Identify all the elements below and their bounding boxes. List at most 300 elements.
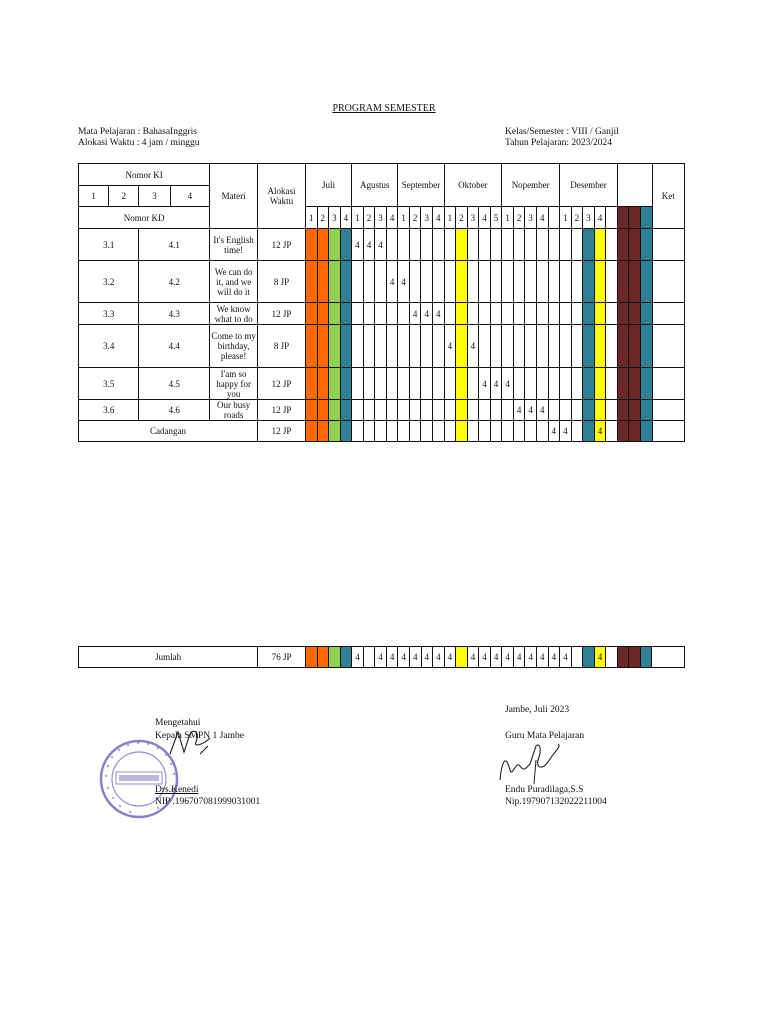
week-number: 4 [594,207,606,229]
ket-cell [652,303,684,325]
kd4-cell: 4.6 [139,400,210,421]
week-cell [629,229,641,261]
week-cell [617,368,629,400]
jumlah-week-cell: 4 [352,647,364,668]
ket-cell [652,229,684,261]
kd4-cell: 4.5 [139,368,210,400]
week-cell [398,368,410,400]
week-cell [363,368,375,400]
week-cell: 4 [398,261,410,303]
jumlah-week-cell: 4 [398,647,410,668]
week-cell [456,400,468,421]
week-cell [444,421,456,442]
week-cell [340,421,352,442]
week-number: 5 [490,207,502,229]
week-cell [409,368,421,400]
week-cell: 4 [467,325,479,368]
week-cell [329,261,341,303]
color-cell [606,207,618,229]
week-cell [352,303,364,325]
jumlah-week-cell [363,647,375,668]
jumlah-week-cell [629,647,641,668]
week-cell [444,229,456,261]
kd4-cell: 4.4 [139,325,210,368]
time-allocation-line: Alokasi Waktu : 4 jam / minggu [78,138,200,148]
week-cell [375,368,387,400]
color-cell [548,207,560,229]
week-cell [421,229,433,261]
week-cell [340,303,352,325]
week-cell [352,368,364,400]
week-cell [329,303,341,325]
week-cell [594,368,606,400]
week-cell [329,325,341,368]
ket-cell [652,325,684,368]
header-month-spacer [617,164,652,207]
week-cell [329,368,341,400]
week-cell [456,229,468,261]
week-cell [513,261,525,303]
left-caption-1: Mengetahui [155,718,201,728]
week-number: 2 [317,207,329,229]
materi-cell: We know what to do [210,303,258,325]
header-month-september: September [398,164,444,207]
week-cell [479,229,491,261]
header-nomor-kd: Nomor KD [79,207,210,229]
jumlah-week-cell: 4 [375,647,387,668]
week-cell: 4 [560,421,572,442]
header-month-nopember: Nopember [502,164,560,207]
left-nip: NIP .196707081999031001 [155,797,261,807]
kd4-cell: 4.1 [139,229,210,261]
week-cell [409,400,421,421]
week-cell [606,368,618,400]
week-cell [490,303,502,325]
week-cell [467,261,479,303]
week-cell [583,325,595,368]
week-cell [536,303,548,325]
jumlah-week-cell: 4 [513,647,525,668]
jumlah-week-cell: 4 [502,647,514,668]
header-materi: Materi [210,164,258,229]
week-cell [467,368,479,400]
jumlah-week-cell: 4 [537,647,549,668]
week-cell [490,325,502,368]
week-cell [386,421,398,442]
week-cell [629,261,641,303]
week-cell [560,325,572,368]
week-cell [640,325,652,368]
week-number: 3 [329,207,341,229]
jumlah-week-cell: 4 [479,647,491,668]
week-cell [386,325,398,368]
week-cell [548,400,560,421]
week-cell [305,229,317,261]
week-cell: 4 [433,303,445,325]
week-cell [594,229,606,261]
materi-cell: We can do it, and we will do it [210,261,258,303]
week-cell [317,421,329,442]
week-cell [606,325,618,368]
week-number: 1 [398,207,410,229]
jumlah-week-cell [606,647,618,668]
week-cell [479,421,491,442]
week-cell [305,368,317,400]
subject-line: Mata Pelajaran : BahasaInggris [78,127,197,137]
week-cell [421,261,433,303]
week-cell [329,400,341,421]
week-cell [525,229,537,261]
right-nip: Nip.197907132022211004 [505,797,607,807]
week-cell [640,421,652,442]
week-cell [629,303,641,325]
week-number: 1 [444,207,456,229]
jumlah-week-cell [340,647,352,668]
ket-cell [652,368,684,400]
week-cell [444,303,456,325]
cadangan-label: Cadangan [79,421,258,442]
week-cell [548,303,560,325]
week-cell [490,400,502,421]
week-cell: 4 [421,303,433,325]
week-cell [409,325,421,368]
week-number: 4 [433,207,445,229]
week-cell [317,229,329,261]
right-caption: Guru Mata Pelajaran [505,731,585,741]
week-cell [479,400,491,421]
week-cell [640,303,652,325]
week-cell [352,421,364,442]
week-cell: 4 [363,229,375,261]
header-ki-4: 4 [170,186,210,207]
week-cell [363,303,375,325]
jumlah-week-cell: 4 [467,647,479,668]
jumlah-alokasi: 76 JP [258,647,306,668]
week-cell [536,229,548,261]
week-cell [479,261,491,303]
week-number: 2 [513,207,525,229]
jumlah-week-cell: 4 [433,647,445,668]
week-cell [398,400,410,421]
table-row [79,325,685,368]
summary-table [78,646,685,668]
week-cell [617,303,629,325]
week-cell [617,229,629,261]
class-semester-line: Kelas/Semester : VIII / Ganjil [505,127,619,137]
week-cell [640,368,652,400]
week-cell [617,400,629,421]
header-ket: Ket [652,164,684,229]
week-cell [571,368,583,400]
header-month-agustus: Agustus [352,164,398,207]
materi-cell: I'am so happy for you [210,368,258,400]
week-cell [479,303,491,325]
week-cell [502,303,514,325]
place-date: Jambe, Juli 2023 [505,705,570,715]
week-cell [433,229,445,261]
materi-cell: Our busy roads [210,400,258,421]
week-cell [571,261,583,303]
week-cell: 4 [386,261,398,303]
kd3-cell: 3.6 [79,400,139,421]
week-cell [571,303,583,325]
week-cell [583,229,595,261]
week-cell [433,368,445,400]
week-number: 3 [525,207,537,229]
week-cell: 4 [490,368,502,400]
materi-cell: Come to my birthday, please! [210,325,258,368]
kd3-cell: 3.5 [79,368,139,400]
table-row [79,261,685,303]
week-cell [525,325,537,368]
week-cell [456,368,468,400]
week-cell [571,400,583,421]
week-cell [421,368,433,400]
week-cell [502,261,514,303]
header-month-desember: Desember [560,164,618,207]
week-cell [594,303,606,325]
week-number: 3 [583,207,595,229]
header-ki-2: 2 [109,186,139,207]
week-number: 2 [571,207,583,229]
week-cell [560,400,572,421]
week-cell [583,261,595,303]
week-cell [525,368,537,400]
week-cell: 4 [502,368,514,400]
week-cell [386,303,398,325]
right-name: Endu Puradilaga,S.S [505,785,584,795]
jumlah-week-cell: 4 [525,647,537,668]
kd4-cell: 4.2 [139,261,210,303]
week-cell [617,325,629,368]
week-cell [490,229,502,261]
week-cell [317,261,329,303]
jumlah-week-cell: 4 [386,647,398,668]
jumlah-row [79,647,685,668]
week-cell [571,325,583,368]
week-cell [629,421,641,442]
kd4-cell: 4.3 [139,303,210,325]
week-cell [444,400,456,421]
week-cell: 4 [352,229,364,261]
kd3-cell: 3.4 [79,325,139,368]
week-cell [583,368,595,400]
teacher-signature [496,740,566,788]
week-cell [305,325,317,368]
week-cell [433,325,445,368]
jumlah-label: Jumlah [79,647,258,668]
week-number: 2 [456,207,468,229]
week-number: 3 [421,207,433,229]
jumlah-ket-cell [652,647,685,668]
week-cell [305,261,317,303]
week-number: 3 [467,207,479,229]
week-cell [513,229,525,261]
document-title: PROGRAM SEMESTER [332,103,436,114]
jumlah-week-cell [329,647,341,668]
week-cell [398,303,410,325]
color-cell [617,207,629,229]
week-cell [329,421,341,442]
week-cell [629,400,641,421]
week-number: 4 [536,207,548,229]
week-cell [329,229,341,261]
week-cell [640,400,652,421]
header-month-oktober: Oktober [444,164,502,207]
week-cell [594,400,606,421]
week-cell: 4 [375,229,387,261]
week-cell [536,421,548,442]
week-cell [386,229,398,261]
alokasi-cell: 12 JP [258,400,306,421]
week-cell [548,368,560,400]
cadangan-row [79,421,685,442]
header-month-juli: Juli [305,164,351,207]
week-cell [317,400,329,421]
week-cell [340,325,352,368]
week-cell [456,303,468,325]
materi-cell: It's English time! [210,229,258,261]
header-ki-1: 1 [79,186,109,207]
week-cell [375,325,387,368]
table-row [79,368,685,400]
week-cell [571,229,583,261]
week-cell [340,261,352,303]
week-cell [490,261,502,303]
week-cell [375,421,387,442]
jumlah-week-cell: 4 [490,647,502,668]
week-cell [456,325,468,368]
week-cell [560,229,572,261]
week-cell [525,303,537,325]
week-cell [375,400,387,421]
week-cell [409,261,421,303]
jumlah-week-cell: 4 [594,647,606,668]
week-cell [375,303,387,325]
week-number: 4 [479,207,491,229]
week-cell [444,261,456,303]
week-cell [363,261,375,303]
week-cell [305,303,317,325]
week-cell [629,325,641,368]
alokasi-cell: 12 JP [258,421,306,442]
jumlah-week-cell [617,647,629,668]
ket-cell [652,261,684,303]
header-nomor-ki: Nomor KI [79,164,210,186]
alokasi-cell: 8 JP [258,261,306,303]
week-cell [594,261,606,303]
week-cell [560,303,572,325]
week-cell [629,368,641,400]
week-cell [352,325,364,368]
table-row [79,400,685,421]
week-cell [536,325,548,368]
week-cell [317,368,329,400]
week-cell [421,325,433,368]
left-caption-2: Kepala SMPN 1 Jambe [155,731,244,741]
jumlah-week-cell: 4 [560,647,572,668]
week-cell: 4 [479,368,491,400]
week-cell [340,368,352,400]
week-number: 3 [375,207,387,229]
week-cell [398,421,410,442]
week-number: 1 [560,207,572,229]
week-cell [467,229,479,261]
color-cell [640,207,652,229]
jumlah-week-cell: 4 [548,647,560,668]
ket-cell [652,400,684,421]
week-cell [583,421,595,442]
left-name: Drs.Kenedi [155,785,199,795]
week-cell [502,400,514,421]
table-row [79,303,685,325]
alokasi-cell: 12 JP [258,303,306,325]
jumlah-week-cell: 4 [409,647,421,668]
week-cell: 4 [525,400,537,421]
program-table [78,163,685,442]
week-cell [583,400,595,421]
week-cell [467,303,479,325]
week-cell [513,421,525,442]
week-cell [479,325,491,368]
week-cell [525,261,537,303]
week-number: 4 [386,207,398,229]
alokasi-cell: 12 JP [258,368,306,400]
week-cell [640,229,652,261]
week-cell [433,400,445,421]
week-number: 4 [340,207,352,229]
week-cell [375,261,387,303]
week-cell [433,421,445,442]
week-cell [548,229,560,261]
week-cell [606,400,618,421]
week-cell [363,325,375,368]
week-cell: 4 [536,400,548,421]
jumlah-week-cell [456,647,468,668]
week-cell [444,368,456,400]
week-cell [502,421,514,442]
week-number: 2 [409,207,421,229]
school-year-line: Tahun Pelajaran: 2023/2024 [505,138,612,148]
week-number: 1 [305,207,317,229]
week-cell [352,400,364,421]
week-cell [513,303,525,325]
week-cell [548,325,560,368]
week-cell [456,261,468,303]
week-cell [606,421,618,442]
week-number: 2 [363,207,375,229]
jumlah-week-cell: 4 [421,647,433,668]
header-ki-3: 3 [139,186,170,207]
week-cell [340,229,352,261]
week-cell [513,368,525,400]
week-cell [409,229,421,261]
jumlah-week-cell [317,647,329,668]
week-cell [640,261,652,303]
week-cell [421,421,433,442]
header-alokasi: Alokasi Waktu [258,164,306,229]
week-cell [606,303,618,325]
headmaster-signature [160,724,220,764]
week-cell [467,400,479,421]
week-cell [571,421,583,442]
week-cell [617,421,629,442]
week-cell [305,400,317,421]
week-cell [606,261,618,303]
week-number: 1 [502,207,514,229]
jumlah-week-cell: 4 [444,647,456,668]
alokasi-cell: 12 JP [258,229,306,261]
